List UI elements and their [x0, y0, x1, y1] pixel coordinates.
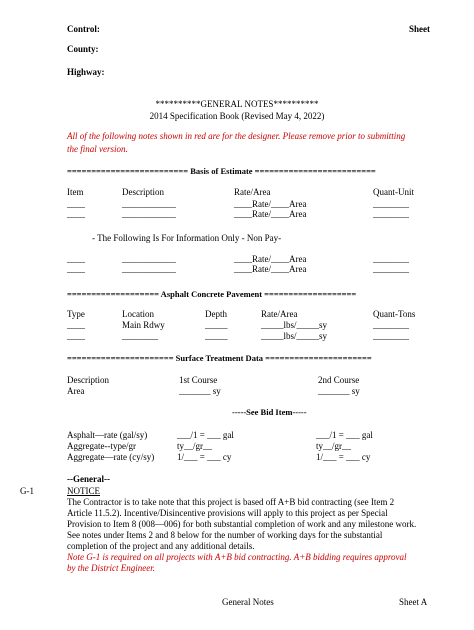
surface-treatment-heading: ====================== Surface Treatment Data ======================: [67, 353, 372, 363]
county-label: County:: [67, 44, 99, 54]
basis-row2-desc: ____________: [122, 209, 176, 219]
designer-note-line1: All of the following notes shown in red are for the designer. Please remove prior to submitting: [67, 131, 406, 141]
second-asphalt-rate: ___/1 = ___ gal: [316, 430, 373, 440]
second-aggregate-rate: 1/___ = ___ cy: [316, 452, 371, 462]
asphalt-rate-label: Asphalt—rate (gal/sy): [67, 430, 148, 440]
basis-row3-rate: ____Rate/____Area: [234, 254, 307, 264]
footer-sheet: Sheet A: [399, 597, 428, 607]
basis-row1-desc: ____________: [122, 199, 176, 209]
basis-of-estimate-heading: ========================= Basis of Estimate =========================: [67, 166, 376, 176]
notice-body-line: The Contractor is to take note that this project is based off A+B bid contracting (see Item 2: [67, 497, 395, 507]
col-type: Type: [67, 309, 85, 319]
first-aggregate-rate: 1/___ = ___ cy: [177, 452, 232, 462]
asphalt-row1-type: ____: [67, 320, 85, 330]
col-rate-area: Rate/Area: [234, 187, 271, 197]
asphalt-row1-location: Main Rdwy: [122, 320, 165, 330]
aggregate-rate-label: Aggregate—rate (cy/sy): [67, 452, 155, 462]
control-label: Control:: [67, 24, 100, 34]
basis-row1-quant: ________: [373, 199, 409, 209]
g1-designer-note-line: Note G-1 is required on all projects with A+B bid contracting. A+B bidding requires approval: [67, 552, 407, 562]
col-depth: Depth: [205, 309, 227, 319]
basis-row3-item: ____: [67, 254, 85, 264]
asphalt-row2-type: ____: [67, 331, 85, 341]
aggregate-type-label: Aggregate--type/gr: [67, 441, 136, 451]
designer-note-line2: the final version.: [67, 144, 128, 154]
asphalt-row1-quant: ________: [373, 320, 409, 330]
col-location: Location: [122, 309, 154, 319]
asphalt-row2-depth: _____: [205, 331, 228, 341]
basis-row1-rate: ____Rate/____Area: [234, 199, 307, 209]
asphalt-row1-rate: _____lbs/_____sy: [261, 320, 328, 330]
basis-row2-quant: ________: [373, 209, 409, 219]
first-asphalt-rate: ___/1 = ___ gal: [177, 430, 234, 440]
general-notes-title: **********GENERAL NOTES**********: [155, 99, 319, 109]
asphalt-concrete-heading: =================== Asphalt Concrete Pavement ===================: [67, 289, 357, 299]
notice-heading: NOTICE: [67, 486, 100, 496]
notice-body-line: completion of the project and any additional details.: [67, 541, 255, 551]
surface-area-label: Area: [67, 386, 85, 396]
basis-row4-quant: ________: [373, 264, 409, 274]
col-quant-tons: Quant-Tons: [373, 309, 416, 319]
asphalt-row1-depth: _____: [205, 320, 228, 330]
highway-label: Highway:: [67, 67, 105, 77]
basis-row3-quant: ________: [373, 254, 409, 264]
notice-body-line: Article 11.5.2). Incentive/Disincentive provisions will apply to this project as per Special: [67, 508, 388, 518]
basis-row4-desc: ____________: [122, 264, 176, 274]
second-course-area: _______ sy: [318, 386, 360, 396]
asphalt-row2-location: ________: [122, 331, 158, 341]
first-course-area: _______ sy: [179, 386, 221, 396]
surface-description-label: Description: [67, 375, 109, 385]
general-heading: --General--: [67, 474, 110, 484]
first-course-label: 1st Course: [179, 375, 218, 385]
asphalt-row2-quant: ________: [373, 331, 409, 341]
notice-body-line: See notes under Items 2 and 8 below for the number of working days for the substantial: [67, 530, 383, 540]
see-bid-item: -----See Bid Item-----: [232, 407, 307, 417]
basis-row3-desc: ____________: [122, 254, 176, 264]
spec-book-title: 2014 Specification Book (Revised May 4, 2022): [149, 111, 325, 121]
footer-general-notes: General Notes: [222, 597, 274, 607]
col-quant-unit: Quant-Unit: [373, 187, 414, 197]
col-rate-area-asphalt: Rate/Area: [261, 309, 298, 319]
info-only-note: - The Following Is For Information Only - Non Pay-: [92, 233, 282, 243]
second-aggregate-type: ty__/gr__: [316, 441, 351, 451]
second-course-label: 2nd Course: [318, 375, 360, 385]
col-description: Description: [122, 187, 164, 197]
notice-body-line: Provision to Item 8 (008—006) for both substantial completion of work and any milestone work.: [67, 519, 417, 529]
asphalt-row2-rate: _____lbs/_____sy: [261, 331, 328, 341]
basis-row2-item: ____: [67, 209, 85, 219]
first-aggregate-type: ty__/gr__: [177, 441, 212, 451]
note-id-g1: G-1: [20, 486, 34, 496]
col-item: Item: [67, 187, 84, 197]
basis-row4-item: ____: [67, 264, 85, 274]
basis-row4-rate: ____Rate/____Area: [234, 264, 307, 274]
basis-row1-item: ____: [67, 199, 85, 209]
g1-designer-note-line: by the District Engineer.: [67, 563, 155, 573]
basis-row2-rate: ____Rate/____Area: [234, 209, 307, 219]
sheet-label: Sheet: [409, 24, 430, 34]
